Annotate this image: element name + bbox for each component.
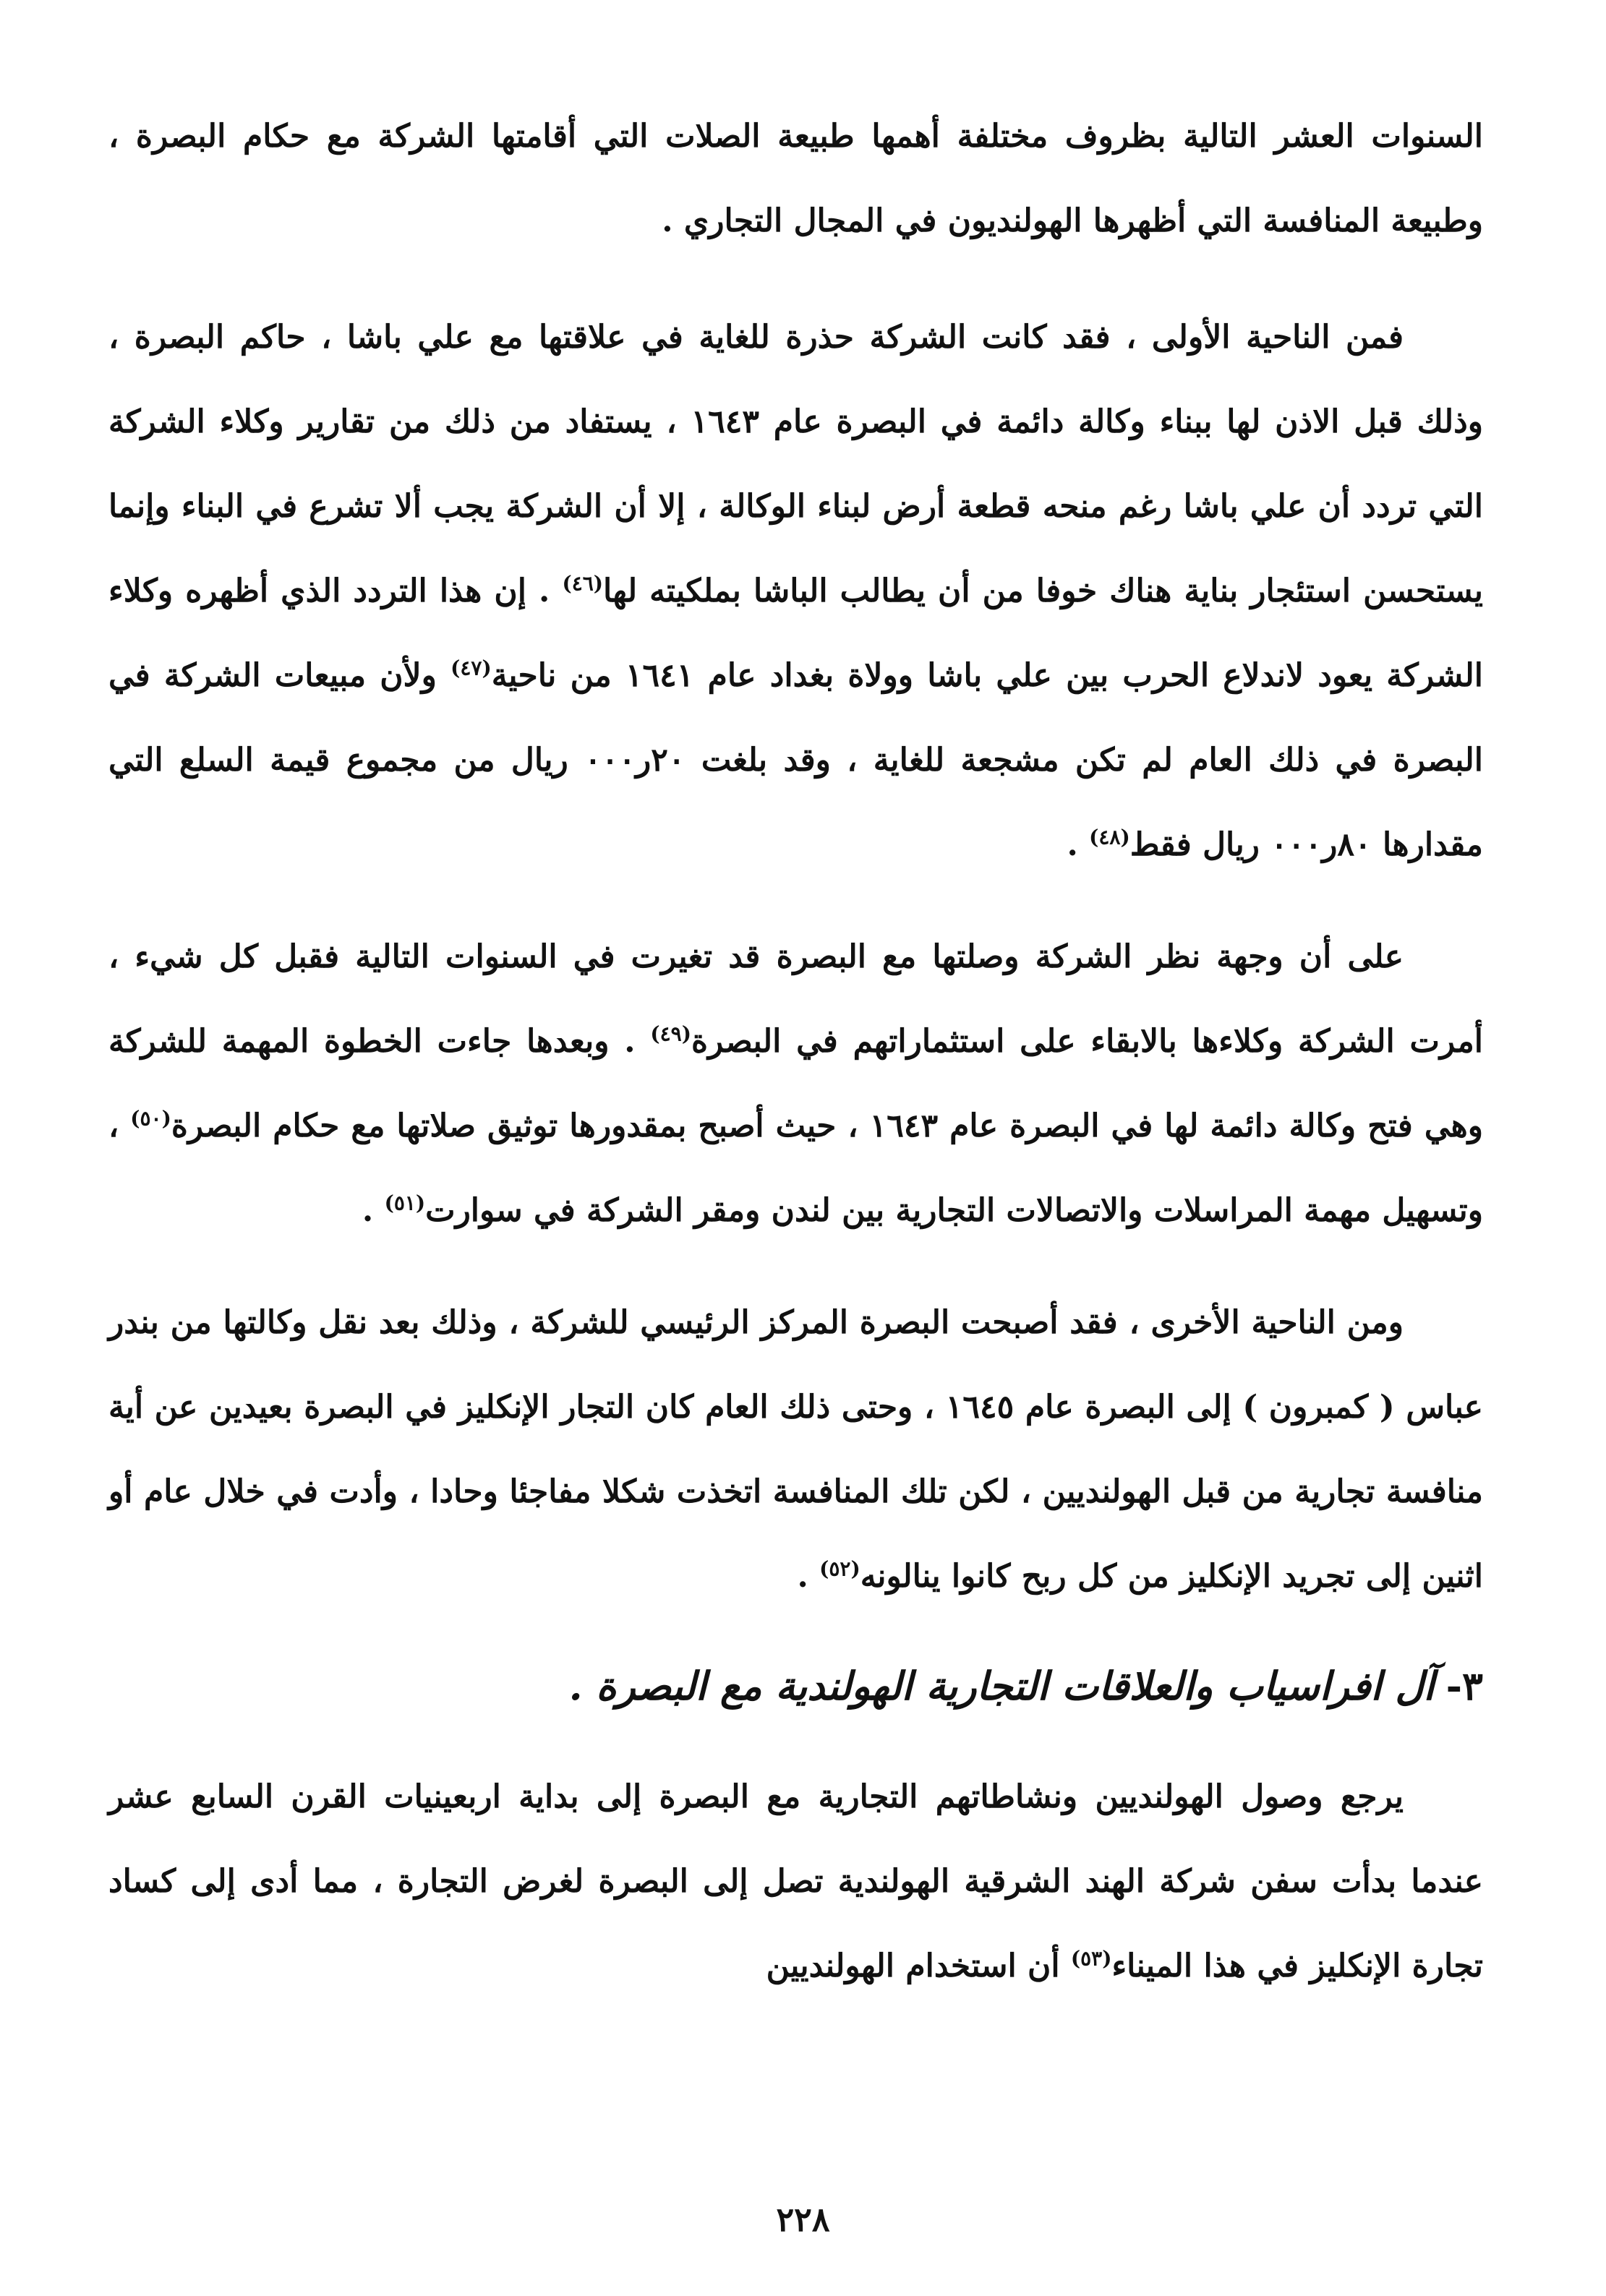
paragraph-text: يرجع وصول الهولنديين ونشاطاتهم التجارية مع البصرة إلى بداية اربعينيات القرن السابع عشر عندما بدأت سفن شركة الهند الشرقية الهولندية تصل إلى البصرة لغرض التجارة ، مما أدى إلى كساد تجارة الإنكليز في هذا الميناء (108, 1778, 1483, 1984)
paragraph-2 (108, 295, 1483, 887)
paragraph-text: فمن الناحية الأولى ، فقد كانت الشركة حذرة للغاية في علاقتها مع علي باشا ، حاكم البصرة ، وذلك قبل الاذن لها ببناء وكالة دائمة في البصرة عام ١٦٤٣ ، يستفاد من ذلك من تقارير وكلاء الشركة التي تردد أن علي باشا رغم منحه قطعة أرض لبناء الوكالة ، إلا أن الشركة يجب ألا تشرع في البناء وإنما يستحسن استئجار بناية هناك خوفا من أن يطالب الباشا بملكيته لها (108, 319, 1484, 609)
paragraph-text: . إن هذا التردد الذي أظهره وكلاء الشركة يعود لاندلاع الحرب بين علي باشا وولاة بغداد عام ١٦٤١ من ناحية (108, 573, 1483, 694)
page-number: ٢٢٨ (776, 2200, 830, 2239)
footnote-marker: (٤٩) (650, 1021, 691, 1046)
footnote-marker: (٤٦) (562, 571, 604, 596)
paragraph-3 (108, 914, 1483, 1253)
footnote-marker: (٤٨) (1089, 825, 1130, 849)
paragraph-4 (108, 1280, 1483, 1619)
paragraph-text: . وبعدها جاءت الخطوة المهمة للشركة وهي فتح وكالة دائمة لها في البصرة عام ١٦٤٣ ، حيث أصبح بمقدورها توثيق صلاتها مع حكام البصرة (108, 1023, 1483, 1144)
paragraph-text: . (1067, 826, 1090, 863)
paragraph-text: ، وتسهيل مهمة المراسلات والاتصالات التجارية بين لندن ومقر الشركة في سوارت (108, 1108, 1483, 1229)
paragraph-text: أن استخدام الهولنديين (766, 1948, 1071, 1984)
paragraph-text: على أن وجهة نظر الشركة وصلتها مع البصرة قد تغيرت في السنوات التالية فقبل كل شيء ، أمرت الشركة وكلاءها بالابقاء على استثماراتهم في البصرة (108, 938, 1483, 1060)
section-heading (108, 1646, 1483, 1726)
footnote-marker: (٥٠) (130, 1106, 171, 1131)
section-title: آل افراسياب والعلاقات التجارية الهولندية مع البصرة . (568, 1663, 1435, 1709)
paragraph-text: السنوات العشر التالية بظروف مختلفة أهمها طبيعة الصلات التي أقامتها الشركة مع حكام البصرة ، وطبيعة المنافسة التي أظهرها الهولنديون في المجال التجاري . (108, 118, 1483, 239)
footnote-marker: (٥١) (384, 1191, 426, 1215)
paragraph-text: . (797, 1558, 820, 1595)
paragraph-1 (108, 94, 1483, 263)
footnote-marker: (٤٧) (450, 656, 492, 680)
footnote-marker: (٥٢) (819, 1556, 860, 1581)
paragraph-5 (108, 1755, 1483, 2008)
paragraph-text: . (362, 1192, 385, 1229)
paragraph-text: ومن الناحية الأخرى ، فقد أصبحت البصرة المركز الرئيسي للشركة ، وذلك بعد نقل وكالتها من بندر عباس ( كمبرون ) إلى البصرة عام ١٦٤٥ ، وحتى ذلك العام كان التجار الإنكليز في البصرة بعيدين عن أية منافسة تجارية من قبل الهولنديين ، لكن تلك المنافسة اتخذت شكلا مفاجئا وحادا ، وأدت في خلال عام أو اثنين إلى تجريد الإنكليز من كل ربح كانوا ينالونه (108, 1304, 1483, 1595)
section-number: ٣- (1445, 1663, 1483, 1709)
footnote-marker: (٥٣) (1070, 1946, 1112, 1971)
paragraph-text: ولأن مبيعات الشركة في البصرة في ذلك العام لم تكن مشجعة للغاية ، وقد بلغت ٢٠ر٠٠٠ ريال من مجموع قيمة السلع التي مقدارها ٨٠ر٠٠٠ ريال فقط (108, 657, 1483, 863)
